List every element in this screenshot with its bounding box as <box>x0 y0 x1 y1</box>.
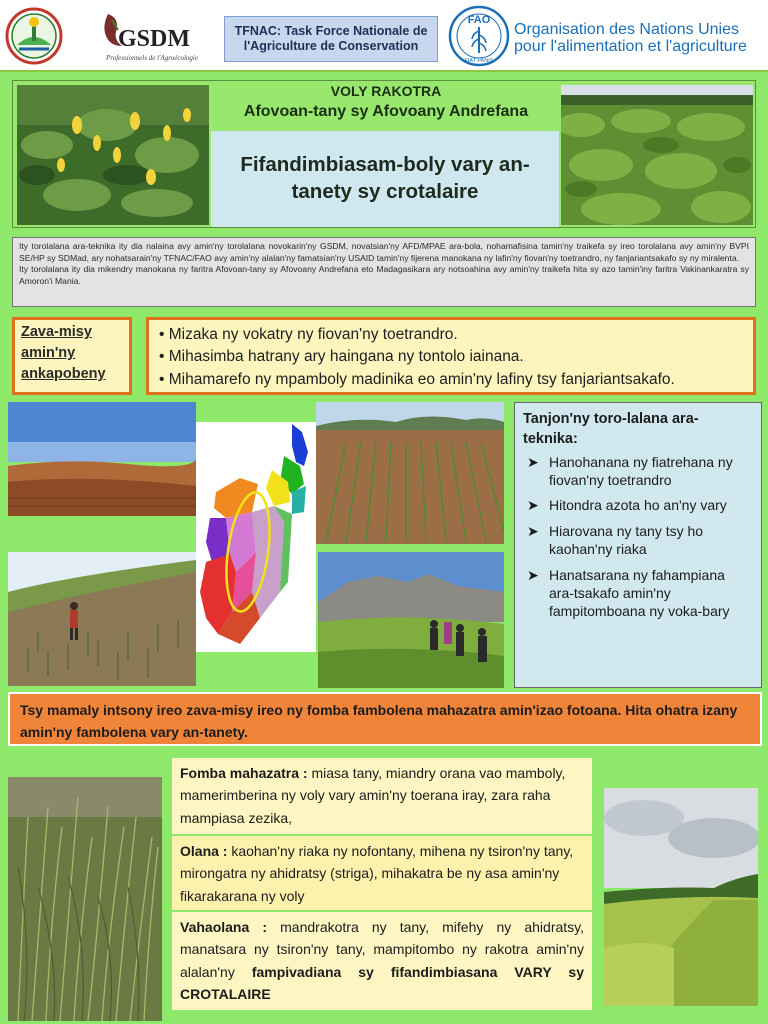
gsdm-logo <box>86 6 212 66</box>
objective-text: Hitondra azota ho an'ny vary <box>549 497 727 514</box>
usual-practice <box>172 758 592 834</box>
landscape-photo-1 <box>8 402 196 516</box>
rice-field-photo <box>604 788 758 1006</box>
sown-field-photo <box>316 402 504 544</box>
arrow-icon: ➤ <box>527 567 539 584</box>
crotalaria-flowers-photo <box>17 85 209 225</box>
solutions-text: mandrakotra ny tany, mifehy ny ahidratsy, manatsara ny tsiron'ny tany, mampitombo ny rakotra amin'ny alalan'ny <box>180 919 585 980</box>
context-list <box>146 317 756 395</box>
gsdm-logo-name: GSDM <box>118 26 190 52</box>
page-title: Fifandimbiasam-boly vary an-tanety sy crotalaire <box>211 131 559 227</box>
objective-text: Hiarovana ny tany tsy ho kaohan'ny riaka <box>549 523 704 558</box>
title-header <box>213 81 559 127</box>
solutions <box>172 912 592 1010</box>
problems-text: kaohan'ny riaka ny nofontany, mihena ny tsiron'ny tany, mirongatra ny ahidratsy (striga), mihakatra be ny asa amin'ny fikarakarana ny voly <box>180 843 574 904</box>
fao-name <box>514 22 766 56</box>
poster-body <box>0 72 768 1024</box>
fao-acronym: FAO <box>467 14 491 26</box>
title-panel <box>12 80 756 228</box>
arrow-icon: ➤ <box>527 453 539 470</box>
farmers-walking-photo <box>318 552 504 688</box>
fao-seal-text: FIAT PANIS <box>464 58 494 64</box>
objective-item <box>523 454 753 490</box>
crop-label: VOLY RAKOTRA <box>330 83 442 99</box>
context-item: • Mihasimba hatrany ary haingana ny tontolo iainana. <box>159 346 743 368</box>
photo-mosaic <box>8 402 506 688</box>
objective-item <box>523 523 753 559</box>
arrow-icon: ➤ <box>527 497 539 514</box>
fao-name-line2: pour l'alimentation et l'agriculture <box>514 37 747 55</box>
crotalaria-field-photo <box>561 85 753 225</box>
fao-name-line1: Organisation des Nations Unies <box>514 21 740 38</box>
solutions-label: Vahaolana : <box>180 919 268 935</box>
tfnac-label: TFNAC: Task Force Nationale de l'Agriculture de Conservation <box>224 16 438 62</box>
context-label: Zava-misy amin'ny ankapobeny <box>12 317 132 395</box>
problems-label: Olana : <box>180 843 228 859</box>
objectives-title: Tanjon'ny toro-lalana ara-teknika: <box>523 411 699 448</box>
problem-banner: Tsy mamaly intsony ireo zava-misy ireo ny fomba fambolena mahazatra amin'izao fotoana. Hita ohatra izany amin'ny fambolena vary an-tanety. <box>8 692 762 746</box>
objective-item <box>523 567 753 621</box>
farmer-slope-photo <box>8 552 196 686</box>
header <box>0 0 768 72</box>
intro-paragraph-2: Ity torolalana ity dia mikendry manokana ny faritra Afovoan-tany sy Afovoany Andrefana eto Madagasikara ary notsoahina avy amin'ny traikefa hita sy azo tamin'iny faritra Vakinankaratra sy Amoron'i Mania. <box>19 264 749 286</box>
context-item: • Mizaka ny vokatry ny fiovan'ny toetrandro. <box>159 324 743 346</box>
solutions-emphasis: fampivadiana sy fifandimbiasana VARY sy CROTALAIRE <box>180 963 585 1003</box>
objective-text: Hanatsarana ny fahampiana ara-tsakafo amin'ny fampitomboana ny voka-bary <box>549 567 730 619</box>
fao-logo <box>446 6 512 66</box>
problems <box>172 836 592 910</box>
objectives-panel <box>514 402 762 688</box>
objective-text: Hanohanana ny fiatrehana ny fiovan'ny toetrandro <box>549 453 733 488</box>
gsdm-logo-tagline: Professionnels de l'Agroécologie <box>106 54 198 62</box>
practice-panel <box>172 758 592 1010</box>
intro-text <box>12 237 756 307</box>
rice-plants-photo <box>8 777 162 1021</box>
arrow-icon: ➤ <box>527 523 539 540</box>
mpae-logo <box>4 6 64 66</box>
usual-practice-text: miasa tany, miandry orana vao mamboly, mamerimberina ny voly vary amin'ny toerana iray, zara raha mampiasa zezika, <box>180 765 566 826</box>
intro-paragraph-1: Ity torolalana ara-teknika ity dia nalaina avy amin'ny torolalana novokarin'ny GSDM, novatsian'ny AFD/MPAE ara-bola, nohamafisina tamin'ny traikefa sy ireo torolalana avy amin'ny BVPI SE/HP sy SDMad, ary nohatsarain'ny TFNAC/FAO avy amin'ny alalan'ny famatsian'ny USAID tamin'ny fijerena manokana ny lafin'ny fiovan'ny toetrandro, ny fanjariantsakafo sy ny miralenta. <box>19 241 749 263</box>
usual-practice-label: Fomba mahazatra : <box>180 765 308 781</box>
objective-item <box>523 497 753 515</box>
context-item: • Mihamarefo ny mpamboly madinika eo amin'ny lafiny tsy fanjariantsakafo. <box>159 369 743 391</box>
madagascar-map <box>196 422 316 652</box>
region-label: Afovoan-tany sy Afovoany Andrefana <box>243 103 529 120</box>
